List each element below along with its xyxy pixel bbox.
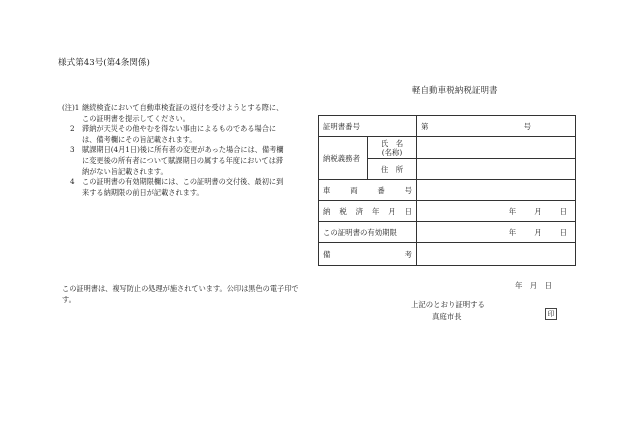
note-number: 2 xyxy=(70,124,75,134)
vehicle-number-label: 車 両 番 号 xyxy=(319,180,417,201)
remarks-value xyxy=(417,243,576,266)
taxpayer-label: 納税義務者 xyxy=(319,137,368,180)
mayor-name: 真庭市長 xyxy=(432,312,462,321)
name-label: 氏 名 xyxy=(380,138,404,148)
note-text: に変更後の所有者について賦課期日の属する年度においては滞 xyxy=(82,155,284,165)
address-value xyxy=(417,159,576,180)
paid-date-label: 納 税 済 年 月 日 xyxy=(319,201,417,222)
issue-date: 年 月 日 xyxy=(515,281,552,290)
paid-date-row xyxy=(319,201,576,222)
note-number: 3 xyxy=(70,145,75,155)
note-text: 継続検査において自動車検査証の返付を受けようとする際に、 xyxy=(82,103,284,112)
vehicle-number-row xyxy=(319,180,576,201)
note-text: 滞納が天災その他やむを得ない事由によるものである場合に xyxy=(82,124,277,134)
note-text: は、備考欄にその旨記載されます。 xyxy=(82,134,197,144)
cert-number-field xyxy=(417,116,576,137)
note-mark: (注)1 xyxy=(62,103,80,112)
certificate-table xyxy=(318,115,576,266)
notes-section xyxy=(62,103,318,198)
validity-row xyxy=(319,222,576,243)
paid-date-value: 年 月 日 xyxy=(417,201,576,222)
note-text: この証明書の有効期限欄には、この証明書の交付後、最初に到 xyxy=(82,177,284,187)
cert-number-label: 証明書番号 xyxy=(319,116,417,137)
note-item-2 xyxy=(62,124,318,145)
vehicle-number-value xyxy=(417,180,576,201)
note-text: 来する納期限の前日が記載されます。 xyxy=(82,187,204,197)
remarks-row xyxy=(319,243,576,266)
address-label: 住 所 xyxy=(368,159,417,180)
name-sub-label: (名称) xyxy=(381,147,403,157)
note-item-4 xyxy=(62,177,318,198)
note-item-1 xyxy=(62,103,318,124)
seal-stamp: 印 xyxy=(545,308,557,320)
stamp-note: この証明書は、複写防止の処理が施されています。公印は黒色の電子印です。 xyxy=(62,284,299,304)
note-text: 納がない旨記載されます。 xyxy=(82,166,168,176)
form-number: 様式第43号(第4条関係) xyxy=(58,58,150,68)
remarks-label: 備 考 xyxy=(319,243,417,266)
cert-number-suffix: 号 xyxy=(523,121,531,131)
name-label-cell xyxy=(368,137,417,159)
cert-number-row xyxy=(319,116,576,137)
cert-number-prefix: 第 xyxy=(421,121,429,131)
certify-text: 上記のとおり証明する xyxy=(411,300,485,309)
note-text: この証明書を提示してください。 xyxy=(82,113,190,123)
validity-value: 年 月 日 xyxy=(417,222,576,243)
document-title: 軽自動車税納税証明書 xyxy=(412,85,498,95)
note-text: 賦課期日(4月1日)後に所有者の変更があった場合には、備考欄 xyxy=(82,145,284,155)
note-item-3 xyxy=(62,145,318,177)
validity-label: この証明書の有効期限 xyxy=(319,222,417,243)
name-value xyxy=(417,137,576,159)
note-number: 4 xyxy=(70,177,75,187)
taxpayer-name-row xyxy=(319,137,576,159)
